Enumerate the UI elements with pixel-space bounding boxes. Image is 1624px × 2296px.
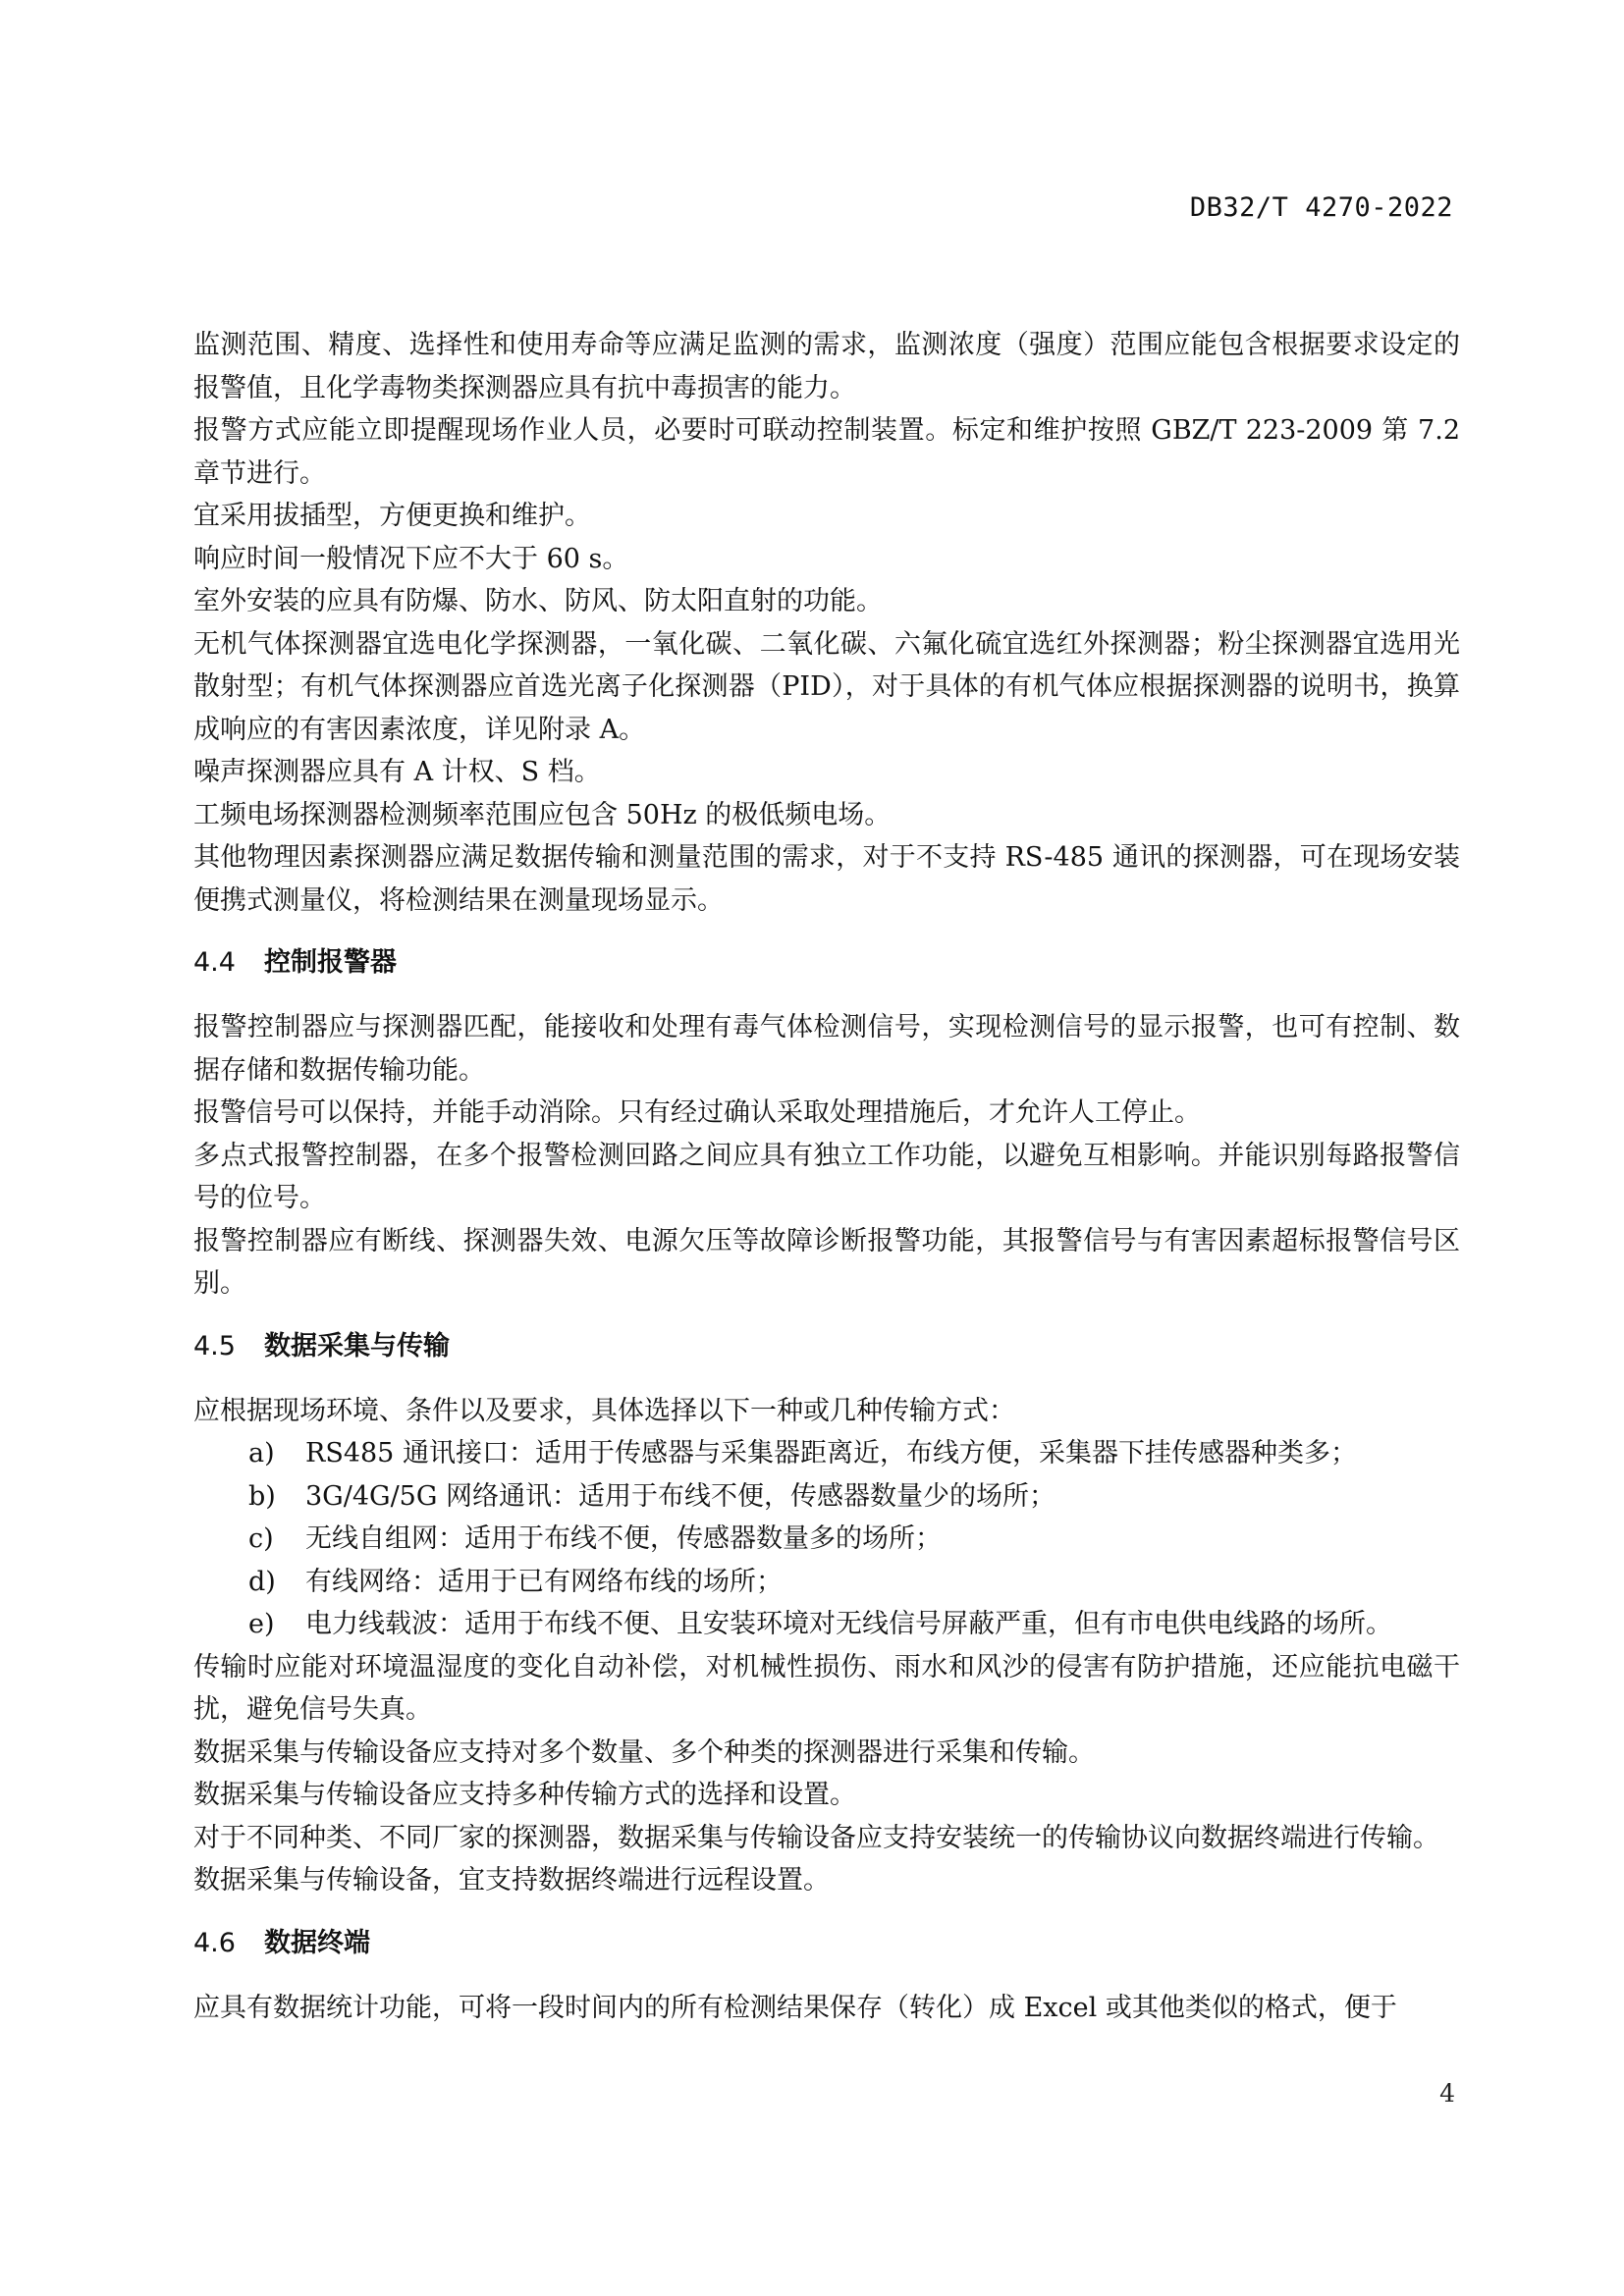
paragraph: 响应时间一般情况下应不大于 60 s。: [193, 543, 629, 574]
list-marker: d): [248, 1566, 276, 1597]
section-number: 4.6: [193, 1927, 236, 1958]
list-item-text: 无线自组网：适用于布线不便，传感器数量多的场所；: [305, 1523, 942, 1554]
paragraph: 对于不同种类、不同厂家的探测器，数据采集与传输设备应支持安装统一的传输协议向数据终端进行传输。: [193, 1822, 1439, 1853]
paragraph: 监测范围、精度、选择性和使用寿命等应满足监测的需求，监测浓度（强度）范围应能包含根据要求设定的报警值，且化学毒物类探测器应具有抗中毒损害的能力。: [193, 330, 1460, 403]
document-number: DB32/T 4270-2022: [1189, 192, 1453, 223]
paragraph: 应具有数据统计功能，可将一段时间内的所有检测结果保存（转化）成 Excel 或其他类似的格式，便于: [193, 1992, 1397, 2023]
list-item: [193, 1432, 1460, 1475]
paragraph: 多点式报警控制器，在多个报警检测回路之间应具有独立工作功能，以避免互相影响。并能识别每路报警信号的位号。: [193, 1140, 1460, 1213]
list-item: [193, 1518, 1460, 1561]
paragraph: 传输时应能对环境温湿度的变化自动补偿，对机械性损伤、雨水和风沙的侵害有防护措施，还应能抗电磁干扰，避免信号失真。: [193, 1651, 1460, 1725]
page-content: [193, 324, 1460, 2029]
paragraph: 工频电场探测器检测频率范围应包含 50Hz 的极低频电场。: [193, 799, 892, 830]
paragraph: 报警方式应能立即提醒现场作业人员，必要时可联动控制装置。标定和维护按照 GBZ/T 223-2009 第 7.2 章节进行。: [193, 415, 1460, 489]
list-marker: c): [248, 1523, 274, 1554]
section-heading-4-5: [193, 1327, 1460, 1366]
paragraph: 数据采集与传输设备应支持多种传输方式的选择和设置。: [193, 1780, 856, 1810]
paragraph: 噪声探测器应具有 A 计权、S 档。: [193, 757, 601, 787]
list-marker: a): [248, 1438, 275, 1468]
section-title: 控制报警器: [264, 947, 397, 978]
paragraph: 室外安装的应具有防爆、防水、防风、防太阳直射的功能。: [193, 586, 883, 616]
list-item: [193, 1475, 1460, 1519]
list-item-text: 3G/4G/5G 网络通讯：适用于布线不便，传感器数量少的场所；: [305, 1480, 1056, 1512]
section-title: 数据终端: [264, 1927, 370, 1958]
list-marker: e): [248, 1609, 275, 1639]
list-marker: b): [248, 1480, 276, 1512]
list-item: [193, 1561, 1460, 1604]
section-number: 4.4: [193, 947, 236, 978]
paragraph: 数据采集与传输设备应支持对多个数量、多个种类的探测器进行采集和传输。: [193, 1736, 1095, 1768]
list-item-text: 电力线载波：适用于布线不便、且安装环境对无线信号屏蔽严重，但有市电供电线路的场所。: [305, 1609, 1392, 1639]
list-item-text: 有线网络：适用于已有网络布线的场所；: [305, 1566, 783, 1597]
paragraph: 应根据现场环境、条件以及要求，具体选择以下一种或几种传输方式：: [193, 1395, 1015, 1426]
section-heading-4-6: [193, 1924, 1460, 1963]
paragraph: 数据采集与传输设备，宜支持数据终端进行远程设置。: [193, 1865, 830, 1896]
paragraph: 报警信号可以保持，并能手动消除。只有经过确认采取处理措施后，才允许人工停止。: [193, 1097, 1201, 1128]
section-number: 4.5: [193, 1330, 236, 1362]
paragraph: 宜采用拔插型，方便更换和维护。: [193, 501, 591, 531]
list-item-text: RS485 通讯接口：适用于传感器与采集器距离近，布线方便，采集器下挂传感器种类多；: [305, 1438, 1357, 1468]
paragraph: 报警控制器应与探测器匹配，能接收和处理有毒气体检测信号，实现检测信号的显示报警，也可有控制、数据存储和数据传输功能。: [193, 1012, 1460, 1086]
paragraph: 其他物理因素探测器应满足数据传输和测量范围的需求，对于不支持 RS-485 通讯的探测器，可在现场安装便携式测量仪，将检测结果在测量现场显示。: [193, 842, 1460, 916]
section-heading-4-4: [193, 943, 1460, 983]
paragraph: 报警控制器应有断线、探测器失效、电源欠压等故障诊断报警功能，其报警信号与有害因素超标报警信号区别。: [193, 1225, 1460, 1299]
paragraph: 无机气体探测器宜选电化学探测器，一氧化碳、二氧化碳、六氟化硫宜选红外探测器；粉尘探测器宜选用光散射型；有机气体探测器应首选光离子化探测器（PID），对于具体的有机气体应根据探测器的说明书，换算成响应的有害因素浓度，详见附录 A。: [193, 628, 1460, 745]
section-title: 数据采集与传输: [264, 1330, 450, 1362]
list-item: [193, 1603, 1460, 1646]
page-number: 4: [1439, 2079, 1455, 2108]
